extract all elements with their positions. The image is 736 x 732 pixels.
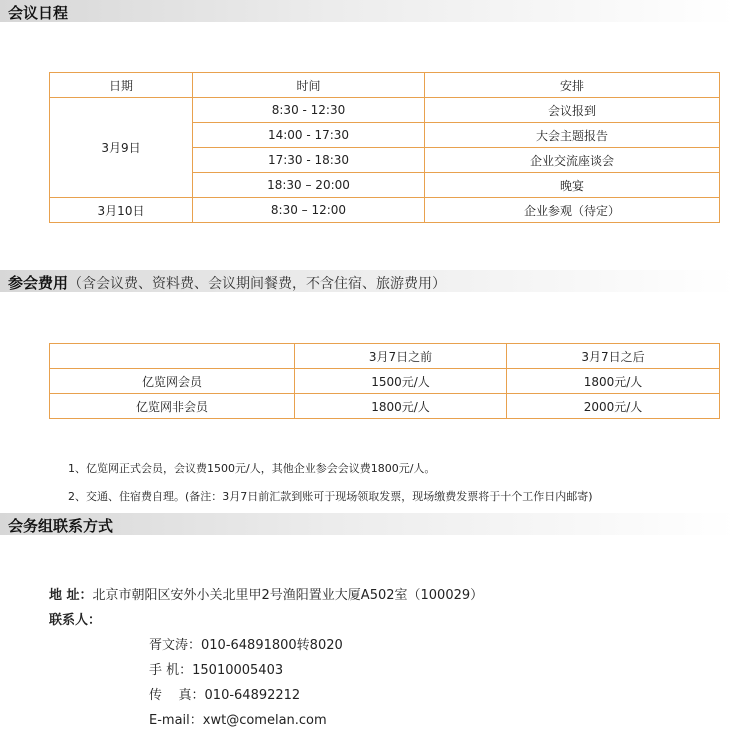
contact-section-header — [0, 513, 736, 535]
row-item: 企业参观（待定） — [425, 198, 720, 223]
fees-header-after: 3月7日之后 — [507, 344, 720, 369]
fees-after: 1800元/人 — [507, 369, 720, 394]
email-label: E-mail： — [149, 713, 203, 728]
fees-before: 1500元/人 — [295, 369, 507, 394]
fax-label: 传 真： — [149, 688, 205, 703]
day1-date: 3月9日 — [50, 98, 193, 198]
row-time: 18:30 – 20:00 — [193, 173, 425, 198]
fees-before: 1800元/人 — [295, 394, 507, 419]
fees-type: 亿览网非会员 — [50, 394, 295, 419]
table-row — [50, 198, 720, 223]
fees-title-main: 参会费用 — [8, 274, 69, 292]
schedule-table — [49, 72, 720, 223]
row-time: 14:00 - 17:30 — [193, 123, 425, 148]
row-time: 8:30 – 12:00 — [193, 198, 425, 223]
row-item: 大会主题报告 — [425, 123, 720, 148]
row-item: 企业交流座谈会 — [425, 148, 720, 173]
schedule-section-header — [0, 0, 736, 22]
row-time: 17:30 - 18:30 — [193, 148, 425, 173]
fees-table — [49, 343, 720, 419]
person-label: 联系人： — [49, 613, 102, 628]
fees-after: 2000元/人 — [507, 394, 720, 419]
row-time: 8:30 - 12:30 — [193, 98, 425, 123]
fees-type: 亿览网会员 — [50, 369, 295, 394]
person-label-line — [49, 609, 101, 628]
fees-note-1: 1、亿览网正式会员，会议费1500元/人，其他企业参会会议费1800元/人。 — [68, 462, 436, 475]
table-row — [50, 98, 720, 123]
schedule-title: 会议日程 — [8, 4, 69, 22]
mobile-line — [149, 659, 283, 678]
row-item: 晚宴 — [425, 173, 720, 198]
header-item: 安排 — [425, 73, 720, 98]
header-date: 日期 — [50, 73, 193, 98]
fees-section-header — [0, 270, 736, 292]
fax-value: 010-64892212 — [204, 688, 301, 703]
contact-title: 会务组联系方式 — [8, 517, 114, 535]
address-label: 地 址： — [49, 588, 93, 603]
table-row — [50, 344, 720, 369]
address-line — [49, 584, 483, 603]
mobile-label: 手 机： — [149, 663, 193, 678]
fees-header-blank — [50, 344, 295, 369]
header-time: 时间 — [193, 73, 425, 98]
fees-note-2: 2、交通、住宿费自理。(备注：3月7日前汇款到账可于现场领取发票，现场缴费发票将于十个工作日内邮寄) — [68, 490, 593, 503]
fees-title — [8, 272, 446, 293]
person-line: 胥文涛：010-64891800转8020 — [149, 638, 343, 653]
fax-line — [149, 684, 300, 703]
row-item: 会议报到 — [425, 98, 720, 123]
mobile-value: 15010005403 — [192, 663, 284, 678]
email-line — [149, 709, 327, 728]
fees-header-before: 3月7日之前 — [295, 344, 507, 369]
table-row — [50, 394, 720, 419]
email-value[interactable]: xwt@comelan.com — [202, 713, 327, 728]
table-row — [50, 369, 720, 394]
address-value: 北京市朝阳区安外小关北里甲2号渔阳置业大厦A502室（100029） — [92, 588, 484, 603]
day2-date: 3月10日 — [50, 198, 193, 223]
fees-subtitle: （含会议费、资料费、会议期间餐费，不含住宿、旅游费用） — [68, 276, 447, 292]
table-row — [50, 73, 720, 98]
